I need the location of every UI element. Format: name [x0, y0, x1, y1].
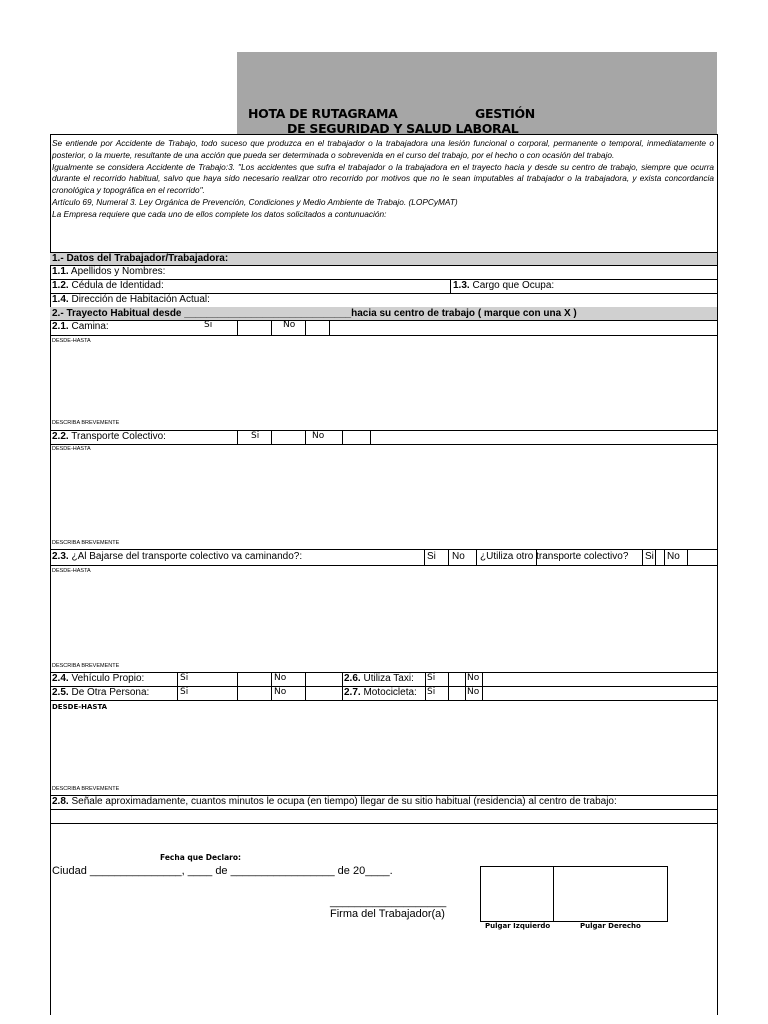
field-cedula[interactable]: 1.2. Cédula de Identidad: — [52, 280, 164, 291]
desde-hasta-label: DESDE-HASTA — [52, 703, 108, 711]
transporte-si-label: Si — [251, 431, 260, 441]
camina-no-label: No — [283, 320, 296, 330]
otro-transporte-si-label[interactable]: Si — [645, 551, 654, 562]
intro-paragraph-3: Artículo 69, Numeral 3. Ley Orgánica de Prevención, Condiciones y Medio Ambiente de Trabajo. (LOPCyMAT) — [52, 196, 458, 207]
pulgar-derecho-label: Pulgar Derecho — [580, 922, 641, 930]
rule — [642, 549, 643, 565]
describa-label: DESCRIBA BREVEMENTE — [52, 420, 120, 426]
minutos-input[interactable] — [51, 810, 715, 822]
moto-no-label[interactable]: No — [467, 687, 480, 697]
otra-persona-no-label[interactable]: No — [274, 687, 287, 697]
describa-label: DESCRIBA BREVEMENTE — [52, 786, 120, 792]
intro-paragraph-1: Se entiende por Accidente de Trabajo, todo suceso que produzca en el trabajador o la trabajadora una lesión funcional o corporal, permanente o temporal, inmediatamente o posterior, o la muerte, resultante de una acción que pueda ser determinada o sobrevenida en el curso del trabajo, por el hecho o con ocasión del trabajo. — [52, 138, 714, 160]
camina-si-label: Si — [204, 320, 213, 330]
rule — [655, 549, 656, 565]
section1-title: 1.- Datos del Trabajador/Trabajadora: — [52, 253, 229, 264]
pulgar-derecho-area[interactable] — [554, 867, 665, 920]
bajarse-si-label[interactable]: Si — [427, 551, 436, 562]
rule — [50, 823, 717, 824]
field-camina: 2.1. Camina: — [52, 321, 109, 332]
field-motocicleta: 2.7. Motocicleta: — [344, 687, 417, 698]
firma-line[interactable]: ___________________ — [330, 896, 447, 908]
field-apellidos-nombres[interactable]: 1.1. Apellidos y Nombres: — [52, 266, 166, 277]
document-subtitle: DE SEGURIDAD Y SALUD LABORAL — [287, 121, 519, 136]
taxi-no-label[interactable]: No — [467, 673, 480, 683]
fecha-declaro-label: Fecha que Declaro: — [160, 853, 242, 862]
field-bajarse-caminando: 2.3. ¿Al Bajarse del transporte colectivo va caminando?: — [52, 551, 303, 562]
ciudad-fecha-line[interactable]: Ciudad _______________, ____ de _________________ de 20____. — [52, 865, 393, 877]
otra-persona-si-label[interactable]: Si — [180, 687, 189, 697]
firma-label: Firma del Trabajador(a) — [330, 908, 445, 920]
section2-title: 2.- Trayecto Habitual desde ______________________________hacia su centro de trabajo ( marque con una X ) — [52, 308, 577, 319]
rule — [424, 549, 425, 565]
describa-label: DESCRIBA BREVEMENTE — [52, 540, 120, 546]
desde-hasta-label: DESDE-HASTA — [52, 446, 91, 452]
desde-hasta-label: DESDE-HASTA — [52, 338, 91, 344]
vehiculo-si-label[interactable]: Si — [180, 673, 189, 683]
rule — [50, 565, 717, 566]
rule — [450, 279, 451, 293]
document-title-part1: HOTA DE RUTAGRAMA — [248, 106, 398, 121]
field-direccion[interactable]: 1.4. Dirección de Habitación Actual: — [52, 294, 210, 305]
intro-paragraph-4: La Empresa requiere que cada uno de ellos complete los datos solicitados a contunuación: — [52, 208, 387, 219]
rule — [687, 549, 688, 565]
camina-si-checkbox[interactable] — [237, 321, 270, 334]
transporte-no-checkbox[interactable] — [343, 431, 369, 443]
rule — [50, 335, 717, 336]
desde-hasta-label: DESDE-HASTA — [52, 568, 91, 574]
field-otra-persona: 2.5. De Otra Persona: — [52, 687, 150, 698]
rule — [370, 430, 371, 444]
moto-si-label[interactable]: Si — [427, 687, 436, 697]
rule — [50, 320, 717, 321]
rule — [329, 320, 330, 335]
bajarse-no-label[interactable]: No — [452, 551, 465, 562]
field-utiliza-taxi: 2.6. Utiliza Taxi: — [344, 673, 414, 684]
document-title-part2: GESTIÓN — [475, 106, 535, 121]
rule — [50, 700, 717, 701]
describa-label: DESCRIBA BREVEMENTE — [52, 663, 120, 669]
transporte-no-label: No — [312, 431, 325, 441]
rule — [448, 549, 449, 565]
field-minutos-trayecto: 2.8. Señale aproximadamente, cuantos minutos le ocupa (en tiempo) llegar de su sitio habitual (residencia) al centro de trabajo: — [52, 796, 617, 807]
rule — [50, 444, 717, 445]
vehiculo-no-label[interactable]: No — [274, 673, 287, 683]
field-otro-transporte: ¿Utiliza otro transporte colectivo? — [480, 551, 629, 562]
rule — [536, 549, 537, 565]
intro-paragraph-2: Igualmente se considera Accidente de Trabajo:3. "Los accidentes que sufra el trabajador o la trabajadora en el trayecto hacia y desde su centro de trabajo, siempre que ocurra durante el recorrido habitual, salvo que haya sido necesario realizar otro recorrido por motivos que no le sean imputables al trabajador o la trabajadora, y exista concordancia cronológica y topográfica en el recorrido". — [52, 161, 714, 196]
pulgar-izquierdo-label: Pulgar Izquierdo — [485, 922, 551, 930]
field-vehiculo-propio: 2.4. Vehículo Propio: — [52, 673, 145, 684]
rule — [50, 549, 717, 550]
taxi-si-label[interactable]: Si — [427, 673, 436, 683]
field-transporte-colectivo: 2.2. Transporte Colectivo: — [52, 431, 166, 442]
otro-transporte-no-label[interactable]: No — [667, 551, 680, 562]
rule — [237, 430, 238, 444]
transporte-si-checkbox[interactable] — [272, 431, 304, 443]
field-cargo[interactable]: 1.3. Cargo que Ocupa: — [453, 280, 555, 291]
rule — [305, 430, 306, 444]
pulgar-izquierdo-area[interactable] — [481, 867, 552, 920]
rule — [476, 549, 477, 565]
rule — [271, 320, 272, 335]
camina-no-checkbox[interactable] — [305, 321, 328, 334]
intro-text — [52, 138, 714, 221]
rule — [664, 549, 665, 565]
